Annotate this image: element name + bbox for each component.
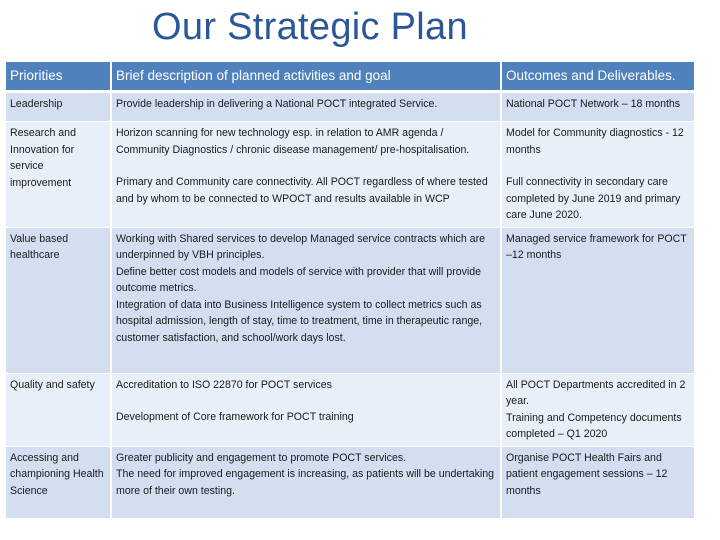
outcome-text: Organise POCT Health Fairs and patient engagement sessions – 12 months (506, 451, 668, 497)
activity-text: Provide leadership in delivering a National POCT integrated Service. (116, 98, 438, 110)
outcomes-cell (500, 228, 694, 374)
outcome-text: Managed service framework for POCT –12 months (506, 232, 687, 261)
activities-cell (110, 93, 500, 122)
outcomes-cell (500, 122, 694, 228)
activity-text: The need for improved engagement is increasing, as patients will be undertaking more of their own testing. (116, 468, 495, 497)
header-outcomes: Outcomes and Deliverables. (500, 62, 694, 93)
table-row (6, 447, 694, 519)
activity-text: Define better cost models and models of service with provider that will provide outcome metrics. (116, 265, 482, 294)
outcome-text: National POCT Network – 18 months (506, 98, 681, 110)
activity-text: Greater publicity and engagement to promote POCT services. (116, 451, 407, 464)
page-title: Our Strategic Plan (152, 6, 468, 48)
activity-text: Horizon scanning for new technology esp. in relation to AMR agenda / Community Diagnostics / chronic disease management/ pre-hospitalisation. (116, 127, 470, 156)
priority-cell: Research and Innovation for service improvement (6, 122, 110, 228)
outcome-text: All POCT Departments accredited in 2 year. (506, 378, 686, 407)
priority-cell: Leadership (6, 93, 110, 122)
spacer (116, 158, 496, 174)
spacer (506, 158, 690, 174)
outcome-text: Training and Competency documents completed – Q1 2020 (506, 411, 682, 440)
table-row (6, 374, 694, 447)
activity-text: Development of Core framework for POCT training (116, 411, 354, 423)
strategic-plan-table (6, 62, 694, 519)
activities-cell (110, 228, 500, 374)
activity-text: Integration of data into Business Intelligence system to collect metrics such as hospital admission, length of stay, time to treatment, time in therapeutic range, customer satisfaction, and school/work days lost. (116, 298, 483, 344)
outcomes-cell (500, 374, 694, 447)
outcomes-cell (500, 447, 694, 519)
table-row (6, 122, 694, 228)
activity-text: Working with Shared services to develop Managed service contracts which are underpinned by VBH principles. (116, 232, 485, 261)
priority-cell: Accessing and championing Health Science (6, 447, 110, 519)
activities-cell (110, 122, 500, 228)
header-priorities: Priorities (6, 62, 110, 93)
activities-cell (110, 374, 500, 447)
priority-cell: Quality and safety (6, 374, 110, 447)
priority-cell: Value based healthcare (6, 228, 110, 374)
spacer (116, 393, 496, 409)
outcomes-cell (500, 93, 694, 122)
activities-cell (110, 447, 500, 519)
outcome-text: Full connectivity in secondary care completed by June 2019 and primary care June 2020. (506, 176, 681, 221)
table-row (6, 228, 694, 374)
outcome-text: Model for Community diagnostics - 12 months (506, 127, 684, 156)
table-header-row (6, 62, 694, 93)
table-row (6, 93, 694, 122)
activity-text: Primary and Community care connectivity. All POCT regardless of where tested and by whom to be connected to WPOCT and results available in WCP (116, 176, 488, 205)
activity-text: Accreditation to ISO 22870 for POCT services (116, 378, 332, 391)
header-description: Brief description of planned activities and goal (110, 62, 500, 93)
